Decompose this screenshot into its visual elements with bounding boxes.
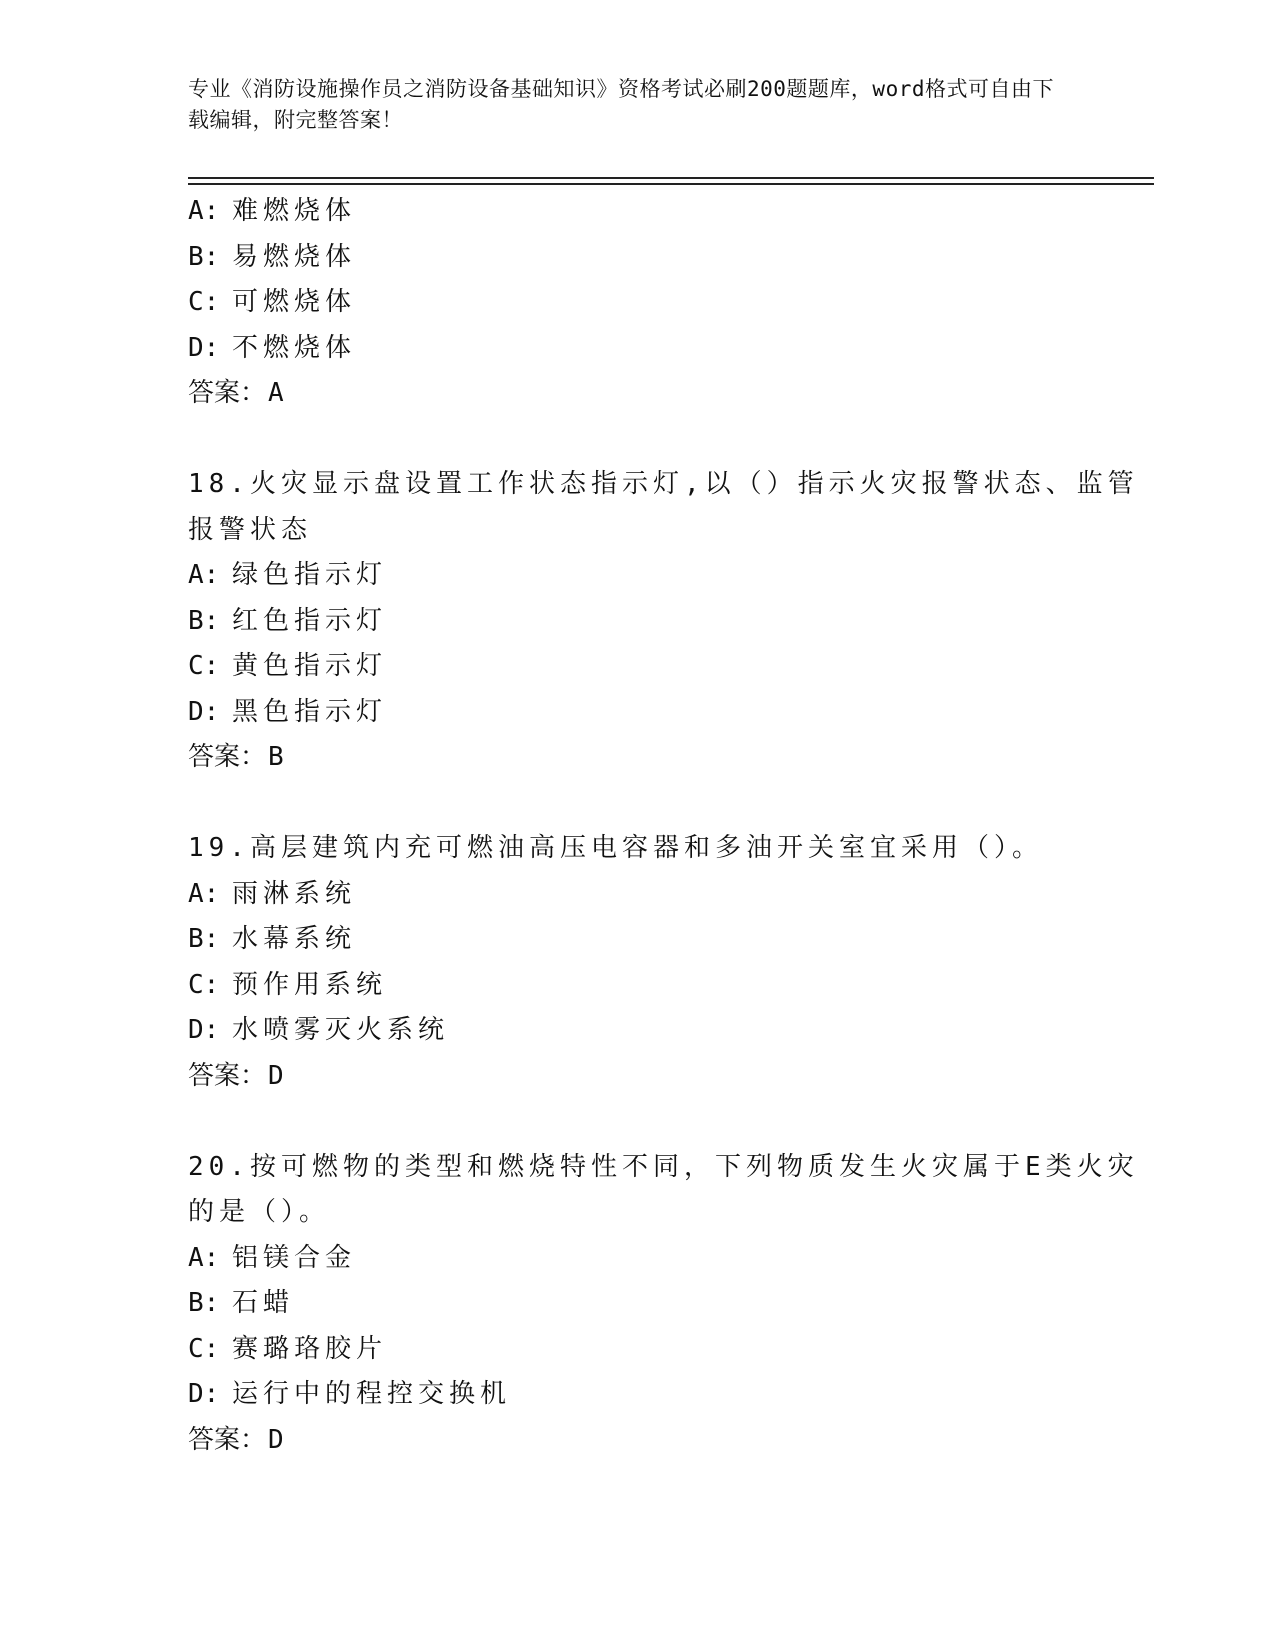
option-d [188, 1008, 1088, 1054]
option-letter: D: [188, 332, 220, 363]
option-c [188, 963, 1088, 1009]
option-b [188, 599, 1088, 645]
question-stem-continued: 的是（）。 [188, 1197, 331, 1227]
question-content [188, 189, 1139, 1463]
option-text: 水幕系统 [232, 924, 357, 954]
option-c [188, 644, 1088, 690]
question-19 [188, 826, 1088, 1099]
question-stem-continued: 报警状态 [188, 514, 313, 545]
option-letter: A: [188, 560, 220, 590]
option-letter: B: [188, 605, 220, 636]
option-text: 铝镁合金 [232, 1242, 357, 1273]
question-18 [188, 462, 1139, 781]
option-text: 难燃烧体 [232, 196, 357, 226]
option-letter: A: [188, 1242, 220, 1273]
option-text: 水喷雾灭火系统 [232, 1015, 450, 1045]
header-divider-bottom [188, 183, 1154, 185]
option-text: 赛璐珞胶片 [232, 1333, 388, 1364]
option-text: 不燃烧体 [232, 332, 357, 363]
answer-value: A [268, 378, 284, 408]
answer-label: 答案： [188, 378, 267, 408]
option-a [188, 1236, 1088, 1282]
question-20 [188, 1145, 1139, 1464]
option-letter: B: [188, 241, 220, 272]
answer-value: D [268, 1424, 284, 1455]
option-text: 黑色指示灯 [232, 696, 388, 727]
option-letter: C: [188, 969, 220, 1000]
option-letter: C: [188, 1333, 220, 1364]
question-stem: 18.火灾显示盘设置工作状态指示灯,以（）指示火灾报警状态、监管 [188, 469, 1139, 499]
option-d [188, 326, 1088, 372]
option-text: 黄色指示灯 [232, 651, 388, 681]
question-stem: 19.高层建筑内充可燃油高压电容器和多油开关室宜采用（）。 [188, 833, 1043, 863]
option-a [188, 553, 1088, 599]
answer-line [188, 371, 1088, 417]
option-b [188, 235, 1088, 281]
option-text: 易燃烧体 [232, 241, 357, 272]
option-a [188, 189, 1088, 235]
answer-line [188, 1418, 1088, 1464]
option-b [188, 1281, 1088, 1327]
option-text: 石蜡 [232, 1288, 295, 1318]
option-letter: A: [188, 878, 220, 909]
answer-label: 答案： [188, 742, 267, 772]
answer-value: D [268, 1060, 284, 1091]
option-d [188, 1372, 1088, 1418]
option-text: 红色指示灯 [232, 605, 388, 636]
option-letter: B: [188, 1288, 220, 1318]
option-letter: D: [188, 696, 220, 727]
document-header: 专业《消防设施操作员之消防设备基础知识》资格考试必刷200题题库，word格式可自由下载编辑，附完整答案！ [188, 77, 1054, 132]
answer-line [188, 1054, 1088, 1100]
question-stem: 20.按可燃物的类型和燃烧特性不同，下列物质发生火灾属于E类火灾 [188, 1151, 1139, 1182]
option-text: 可燃烧体 [232, 287, 357, 317]
option-b [188, 917, 1088, 963]
header-divider-top [188, 177, 1154, 179]
option-letter: A: [188, 196, 220, 226]
option-c [188, 280, 1088, 326]
option-d [188, 690, 1088, 736]
option-text: 绿色指示灯 [232, 560, 388, 590]
option-text: 运行中的程控交换机 [232, 1379, 512, 1409]
option-a [188, 872, 1088, 918]
question-17-continued [188, 189, 1088, 417]
option-letter: C: [188, 651, 220, 681]
answer-line [188, 735, 1088, 781]
option-letter: D: [188, 1015, 220, 1045]
answer-label: 答案： [188, 1424, 267, 1455]
answer-value: B [268, 742, 284, 772]
option-letter: C: [188, 287, 220, 317]
option-letter: B: [188, 924, 220, 954]
answer-label: 答案： [188, 1060, 267, 1091]
option-text: 预作用系统 [232, 969, 388, 1000]
option-c [188, 1327, 1088, 1373]
option-letter: D: [188, 1379, 220, 1409]
option-text: 雨淋系统 [232, 878, 357, 909]
